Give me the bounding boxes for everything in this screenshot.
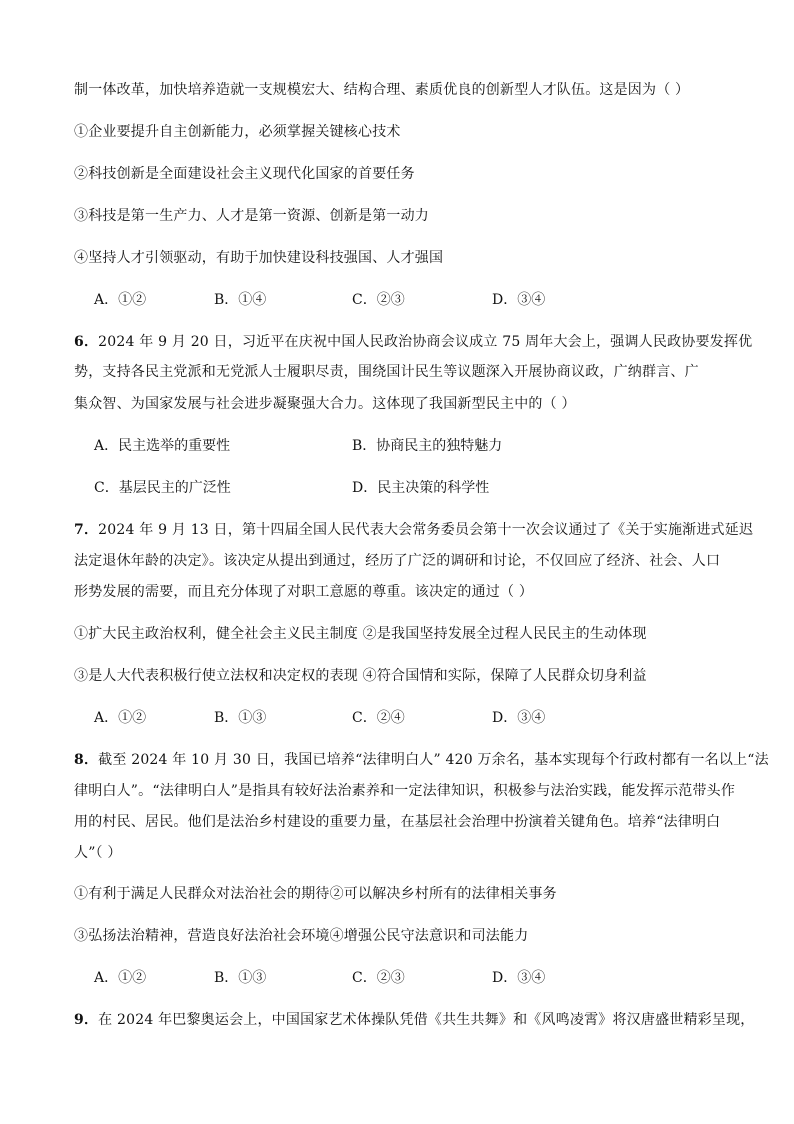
q5-item-1: ①企业要提升自主创新能力，必须掌握关键核心技术: [74, 124, 401, 140]
q7-option-a: A．①②: [94, 710, 147, 726]
q8-option-b: B．①③: [214, 970, 267, 986]
q6-line-1: [74, 332, 752, 352]
q8-items-2: ③弘扬法治精神，营造良好法治社会环境④增强公民守法意识和司法能力: [74, 928, 529, 944]
q6-number: 6．: [74, 334, 99, 350]
q7-line-2: 法定退休年龄的决定》。该决定从提出到通过，经历了广泛的调研和讨论，不仅回应了经济、社会、人口: [74, 553, 721, 569]
q8-line-1: [74, 750, 769, 770]
q6-line-2: 势，支持各民主党派和无党派人士履职尽责，围绕国计民生等议题深入开展协商议政，广纳群言、广: [74, 364, 699, 380]
q6-text-1: 2024 年 9 月 20 日，习近平在庆祝中国人民政治协商会议成立 75 周年大会上，强调人民政协要发挥优: [98, 334, 753, 350]
q8-option-c: C．②③: [352, 970, 405, 986]
q8-option-d: D．③④: [492, 970, 546, 986]
q5-option-a: A．①②: [94, 292, 147, 308]
q5-item-2: ②科技创新是全面建设社会主义现代化国家的首要任务: [74, 166, 415, 182]
q5-option-b: B．①④: [214, 292, 267, 308]
q8-option-a: A．①②: [94, 970, 147, 986]
q5-item-4: ④坚持人才引领驱动，有助于加快建设科技强国、人才强国: [74, 250, 444, 266]
q9-text-1: 在 2024 年巴黎奥运会上，中国国家艺术体操队凭借《共生共舞》和《风鸣凌霄》将汉唐盛世精彩呈现，: [98, 1012, 755, 1028]
q7-line-1: [74, 520, 753, 540]
q9-line-1: [74, 1010, 754, 1030]
q8-items-1: ①有利于满足人民群众对法治社会的期待②可以解决乡村所有的法律相关事务: [74, 886, 557, 902]
q7-items-1: ①扩大民主政治权利，健全社会主义民主制度 ②是我国坚持发展全过程人民民主的生动体现: [74, 626, 647, 642]
q5-item-3: ③科技是第一生产力、人才是第一资源、创新是第一动力: [74, 208, 429, 224]
q5-stem-tail: 制一体改革，加快培养造就一支规模宏大、结构合理、素质优良的创新型人才队伍。这是因为（ ）: [74, 82, 690, 98]
q6-option-d: D．民主决策的科学性: [352, 480, 490, 496]
q7-text-1: 2024 年 9 月 13 日，第十四届全国人民代表大会常务委员会第十一次会议通过了《关于实施渐进式延迟: [98, 522, 754, 538]
q7-option-d: D．③④: [492, 710, 546, 726]
q5-option-d: D．③④: [492, 292, 546, 308]
q8-text-1: 截至 2024 年 10 月 30 日，我国已培养“法律明白人” 420 万余名，基本实现每个行政村都有一名以上“法: [98, 752, 769, 768]
q6-option-a: A．民主选举的重要性: [94, 438, 231, 454]
q9-number: 9．: [74, 1012, 99, 1028]
q8-line-2: 律明白人”。“法律明白人”是指具有较好法治素养和一定法律知识，积极参与法治实践，能发挥示范带头作: [74, 783, 736, 799]
q6-option-b: B．协商民主的独特魅力: [352, 438, 503, 454]
q6-line-3: 集众智、为国家发展与社会进步凝聚强大合力。这体现了我国新型民主中的（ ）: [74, 396, 576, 412]
q7-number: 7．: [74, 522, 99, 538]
q7-option-b: B．①③: [214, 710, 267, 726]
q8-line-4: 人”（ ）: [74, 845, 122, 861]
q6-option-c: C．基层民主的广泛性: [94, 480, 231, 496]
q7-items-2: ③是人大代表积极行使立法权和决定权的表现 ④符合国情和实际，保障了人民群众切身利益: [74, 668, 647, 684]
q5-option-c: C．②③: [352, 292, 405, 308]
q7-option-c: C．②④: [352, 710, 405, 726]
q8-line-3: 用的村民、居民。他们是法治乡村建设的重要力量，在基层社会治理中扮演着关键角色。培养“法律明白: [74, 814, 721, 830]
q7-line-3: 形势发展的需要，而且充分体现了对职工意愿的尊重。该决定的通过（ ）: [74, 584, 534, 600]
q8-number: 8．: [74, 752, 99, 768]
